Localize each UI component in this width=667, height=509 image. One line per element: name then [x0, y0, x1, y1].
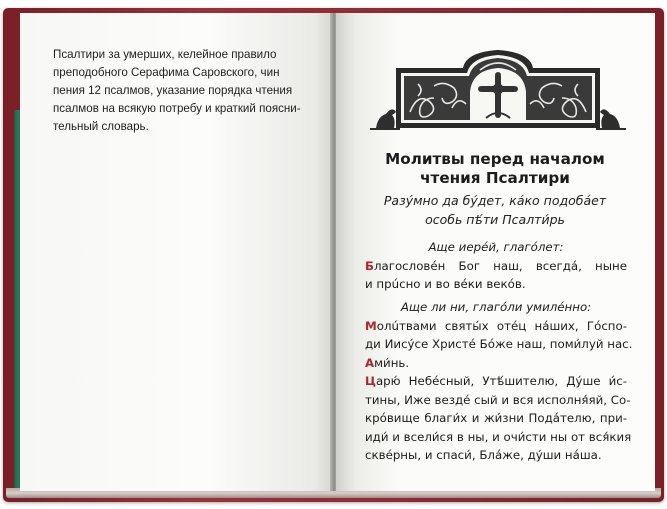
prayer-line: иди́ и всели́ся в ны, и очи́сти ны от вся́кия [365, 429, 632, 444]
ornament-headpiece-icon [368, 46, 628, 134]
left-line: псалмов на всякую потребу и краткий поясни- [53, 102, 301, 115]
page-title [360, 150, 630, 188]
drop-initial: А [365, 355, 375, 370]
prayer-line: ди Иису́се Христé Бóже наш, поми́луй нас. [365, 337, 633, 351]
prayer-text: ми́нь. [374, 355, 410, 370]
prayer-line [365, 317, 627, 336]
left-page-text [53, 46, 301, 136]
prayer-text: олúтвами святы́х отéц нáших, Гóспо- [376, 318, 627, 333]
prayer-line: и прúсно и во вéки векóв. [365, 277, 526, 291]
prayer-line: крóвище благи́х и жи́зни Подáтелю, при- [365, 411, 627, 425]
subtitle [360, 191, 630, 229]
prayer-text: арю́ Небéсный, Утѣ́шителю, Дýше и́с- [375, 374, 627, 388]
left-line: преподобного Серафима Саровского, чин [53, 66, 280, 79]
drop-initial: Ц [365, 374, 376, 388]
prayer-line [365, 354, 627, 373]
section-layman [365, 298, 633, 372]
prayer-line [365, 257, 627, 276]
left-line: пения 12 псалмов, указание порядка чтения [53, 84, 293, 97]
prayer-line: тины, Иже вездé сый и вся исполня́яй, Со- [365, 392, 631, 407]
prayer-line: сквéрны, и спаси́, Блáже, дýши нáша. [365, 448, 602, 462]
drop-initial: М [365, 318, 377, 333]
prayer-line [365, 372, 627, 391]
section-heading: Аще иерéй, глагóлет: [428, 240, 564, 254]
left-line: Псалтири за умерших, келейное правило [53, 48, 277, 61]
subtitle-line: особь пѣ́ти Псалти́рь [425, 212, 565, 227]
subtitle-line: Разýмно да бýдет, кáко подобáет [383, 193, 607, 208]
title-line: Молитвы перед началом [385, 150, 605, 168]
left-line: тельный словарь. [53, 120, 149, 133]
section-heavenly-king [365, 372, 632, 465]
drop-initial: Б [365, 258, 374, 273]
section-heading: Аще ли ни, глагóли умилéнно: [400, 300, 592, 314]
title-line: чтения Псалтири [420, 169, 570, 187]
section-priest [365, 238, 627, 294]
prayer-text: лагословéн Бог наш, всегдá, нынe [374, 258, 627, 273]
